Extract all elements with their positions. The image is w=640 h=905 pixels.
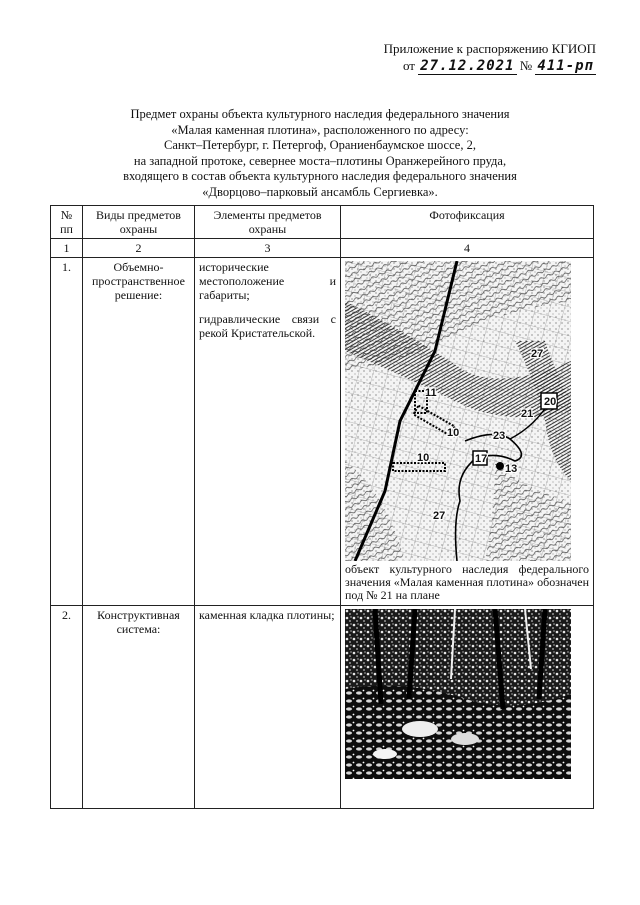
dam-photo	[345, 609, 571, 779]
map-label: 10	[417, 452, 430, 464]
appendix-from-label: от	[402, 58, 415, 73]
map-caption: объект культурного наследия федерального значения «Малая каменная плотина» обозначен под № 21 на плане	[345, 562, 589, 602]
element-item: гидравлические связи с рекой Кристательской.	[199, 312, 336, 340]
map-label: 20	[544, 396, 557, 408]
col-number-2: 2	[83, 239, 195, 258]
header-kind: Виды предметов охраны	[83, 206, 195, 239]
table-number-row	[51, 239, 594, 258]
table-header-row	[51, 206, 594, 239]
col-number-1: 1	[51, 239, 83, 258]
table-row	[51, 258, 594, 606]
protection-table	[50, 205, 594, 809]
title-line: «Малая каменная плотина», расположенного по адресу:	[171, 122, 469, 137]
map-label: 13	[505, 463, 518, 475]
title-line: на западной протоке, севернее моста–плотины Оранжерейного пруда,	[133, 153, 507, 168]
row-elements	[195, 606, 341, 809]
col-number-3: 3	[195, 239, 341, 258]
title-line: «Дворцово–парковый ансамбль Сергиевка».	[202, 184, 438, 199]
title-line: Санкт–Петербург, г. Петергоф, Ораниенбаумское шоссе, 2,	[164, 138, 476, 152]
row-photo	[341, 606, 594, 809]
element-item: исторические местоположение и габариты;	[199, 260, 336, 302]
map-label: 27	[531, 348, 544, 360]
appendix-number-label: №	[519, 58, 533, 73]
site-plan-map	[345, 261, 571, 561]
document-title	[60, 107, 580, 200]
row-elements	[195, 258, 341, 606]
map-label: 23	[493, 430, 506, 442]
map-label: 17	[475, 453, 488, 465]
appendix-title: Приложение к распоряжению КГИОП	[383, 41, 596, 56]
row-kind: Конструктивная система:	[83, 606, 195, 809]
element-item: каменная кладка плотины;	[199, 608, 335, 622]
title-line: входящего в состав объекта культурного наследия федерального значения	[123, 169, 517, 183]
appendix-date: 27.12.2021	[420, 58, 515, 74]
table-row	[51, 606, 594, 809]
appendix-header	[384, 40, 596, 75]
row-photo	[341, 258, 594, 606]
appendix-date-line	[384, 57, 596, 75]
map-label: 10	[447, 427, 460, 439]
map-label: 27	[433, 510, 446, 522]
appendix-number: 411-рп	[537, 58, 594, 74]
header-elements: Элементы предметов охраны	[195, 206, 341, 239]
map-label: 11	[425, 387, 437, 399]
map-label: 21	[521, 408, 534, 420]
title-line: Предмет охраны объекта культурного наследия федерального значения	[130, 107, 510, 121]
col-number-4: 4	[341, 239, 594, 258]
row-number: 2.	[51, 606, 83, 809]
row-number: 1.	[51, 258, 83, 606]
header-photo: Фотофиксация	[341, 206, 594, 239]
row-kind: Объемно-пространственное решение:	[83, 258, 195, 606]
header-number: № пп	[51, 206, 83, 239]
